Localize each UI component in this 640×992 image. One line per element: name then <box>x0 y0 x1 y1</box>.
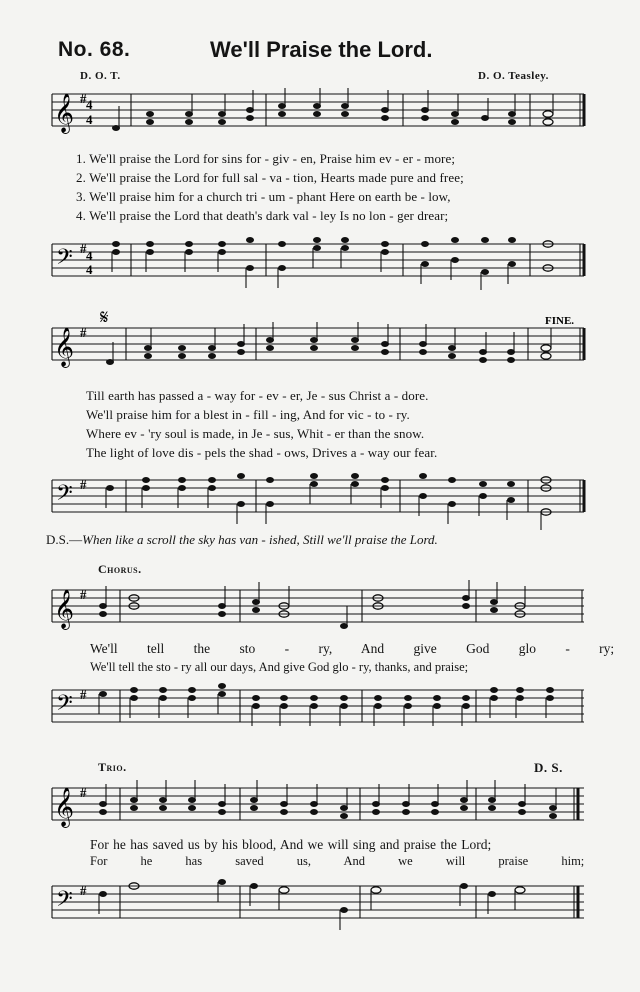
verse3-system1: 3. We'll praise him for a church tri - um - phant Here on earth be - low, <box>76 189 451 204</box>
hymn-title: We'll Praise the Lord. <box>210 37 433 62</box>
verse2-system1: 2. We'll praise the Lord for full sal - va - tion, Hearts made pure and free; <box>76 170 464 185</box>
svg-text:𝄞: 𝄞 <box>54 327 75 367</box>
chorus-lyric-line1: We'll tell the sto - ry, And give God glo - ry; <box>90 641 615 656</box>
svg-text:𝄞: 𝄞 <box>54 93 75 133</box>
system1-treble-staff <box>0 88 640 158</box>
svg-text:#: # <box>80 241 87 256</box>
svg-text:#: # <box>80 785 87 800</box>
trio-ds-marking: D. S. <box>534 760 563 775</box>
lyricist-credit: D. O. T. <box>80 70 121 82</box>
svg-text:#: # <box>80 91 87 106</box>
composer-credit: D. O. Teasley. <box>478 70 549 82</box>
chorus-bass-staff <box>0 684 640 740</box>
trio-lyric-line2: For he has saved us, And we will praise him; <box>90 854 585 868</box>
svg-text:4: 4 <box>86 112 93 127</box>
svg-text:4: 4 <box>86 97 93 112</box>
svg-text:#: # <box>80 325 87 340</box>
svg-text:#: # <box>80 687 87 702</box>
system1-bass-staff <box>0 240 640 300</box>
verse2-system2: We'll praise him for a blest in - fill - ing, And for vic - to - ry. <box>86 407 410 422</box>
trio-lyric-line1: For he has saved us by his blood, And we will sing and praise the Lord; <box>90 837 492 852</box>
svg-text:𝄞: 𝄞 <box>54 787 75 827</box>
trio-bass-staff <box>0 880 640 936</box>
verse1-system2: Till earth has passed a - way for - ev - er, Je - sus Christ a - dore. <box>86 388 429 403</box>
svg-text:𝄢: 𝄢 <box>56 245 73 275</box>
svg-text:𝄢: 𝄢 <box>56 887 73 917</box>
chorus-lyric-line2: We'll tell the sto - ry all our days, And give God glo - ry, thanks, and praise; <box>90 660 469 674</box>
trio-treble-staff <box>0 778 640 834</box>
hymn-number: No. 68. <box>58 38 131 61</box>
svg-text:FINE.: FINE. <box>545 315 575 327</box>
verse4-system1: 4. We'll praise the Lord that death's dark val - ley Is no lon - ger drear; <box>76 208 449 223</box>
chorus-treble-staff <box>0 580 640 640</box>
svg-text:#: # <box>80 883 87 898</box>
svg-text:𝄢: 𝄢 <box>56 691 73 721</box>
ds-text: When like a scroll the sky has van - ished, Still we'll praise the Lord. <box>82 532 438 547</box>
svg-text:4: 4 <box>86 248 93 263</box>
svg-text:𝄢: 𝄢 <box>56 481 73 511</box>
svg-text:#: # <box>80 477 87 492</box>
svg-text:4: 4 <box>86 262 93 277</box>
chorus-label: Chorus. <box>98 562 142 576</box>
system2-bass-staff <box>0 476 640 536</box>
svg-text:𝄋: 𝄋 <box>100 305 109 329</box>
ds-prefix: D.S.— <box>46 532 83 547</box>
system2-treble-staff <box>0 305 640 386</box>
svg-text:𝄞: 𝄞 <box>54 589 75 629</box>
svg-text:#: # <box>80 587 87 602</box>
trio-label: Trio. <box>98 760 127 774</box>
verse4-system2: The light of love dis - pels the shad - ows, Drives a - way our fear. <box>86 445 438 460</box>
dal-segno-lyric-line <box>46 532 438 548</box>
verse1-system1: 1. We'll praise the Lord for sins for - giv - en, Praise him ev - er - more; <box>76 151 456 166</box>
verse3-system2: Where ev - 'ry soul is made, in Je - sus, Whit - er than the snow. <box>86 426 425 441</box>
